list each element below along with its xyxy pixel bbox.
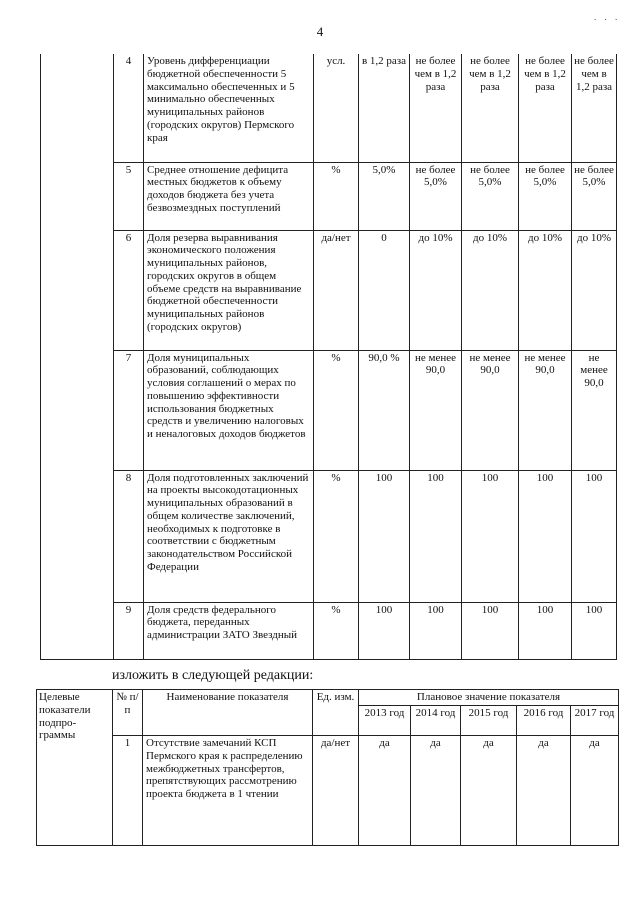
value-2014: не более 5,0% [462, 162, 519, 230]
value-2015: 100 [519, 602, 572, 659]
value-2013: не более 5,0% [410, 162, 462, 230]
row-number: 8 [114, 470, 144, 602]
indicator-name: Доля подготовленных заключений на проекты высокодотационных муниципальных образований в общем количестве заключений, необходимых к подготовке в соответствии с бюджетным законодательством Российской Федерации [144, 470, 314, 602]
value-2017: да [571, 736, 619, 846]
value-2013: 100 [410, 470, 462, 602]
unit-cell: да/нет [314, 230, 359, 350]
row-number: 9 [114, 602, 144, 659]
value-2015: не менее 90,0 [519, 350, 572, 470]
unit-cell: да/нет [313, 736, 359, 846]
table-row [41, 602, 617, 659]
row-number: 1 [113, 736, 143, 846]
table-row [37, 736, 619, 846]
table-row [41, 470, 617, 602]
indicator-name: Отсутствие замечаний КСП Пермского края к распределению межбюджетных трансфертов, препятствующих рассмотрению проекта бюджета в 1 чтении [143, 736, 313, 846]
value-2015: до 10% [519, 230, 572, 350]
indicator-name: Доля средств федерального бюджета, переданных администрации ЗАТО Звездный [144, 602, 314, 659]
base-value: в 1,2 раза [359, 54, 410, 162]
year-2013: 2013 год [359, 706, 411, 736]
unit-cell: % [314, 602, 359, 659]
base-value: 100 [359, 602, 410, 659]
value-2014: до 10% [462, 230, 519, 350]
name-header: Наименование показателя [143, 690, 313, 736]
value-2016: до 10% [572, 230, 617, 350]
intro-text: изложить в следующей редакции: [112, 668, 314, 683]
value-2014: не менее 90,0 [462, 350, 519, 470]
value-2015: не более чем в 1,2 раза [519, 54, 572, 162]
plan-header: Плановое значение показателя [359, 690, 619, 706]
value-2015: не более 5,0% [519, 162, 572, 230]
page-number: 4 [316, 24, 324, 39]
value-2013: 100 [410, 602, 462, 659]
indicator-name: Уровень дифференциации бюджетной обеспеченности 5 максимально обеспеченных и 5 минимально обеспеченных муниципальных районов (городских округов) Пермского края [144, 54, 314, 162]
targets-header: Целевые показатели подпро- граммы [37, 690, 113, 846]
value-2013: до 10% [410, 230, 462, 350]
year-2014: 2014 год [411, 706, 461, 736]
indicator-name: Доля резерва выравнивания экономического положения муниципальных районов, городских округов в общем объеме средств на выравнивание бюджетной обеспеченности муниципальных районов (городских округов) [144, 230, 314, 350]
base-value: 0 [359, 230, 410, 350]
year-2015: 2015 год [461, 706, 517, 736]
header-row [37, 690, 619, 706]
table-row [41, 162, 617, 230]
value-2015: да [461, 736, 517, 846]
targets-cell [41, 54, 114, 659]
value-2013: не менее 90,0 [410, 350, 462, 470]
row-number: 5 [114, 162, 144, 230]
value-2014: 100 [462, 470, 519, 602]
corner-mark: . . . [594, 12, 621, 22]
unit-header: Ед. изм. [313, 690, 359, 736]
indicator-name: Доля муниципальных образований, соблюдающих условия соглашений о мерах по повышению эффективности использования бюджетных средств и увеличению налоговых и неналоговых доходов бюджетов [144, 350, 314, 470]
indicator-name: Среднее отношение дефицита местных бюджетов к объему доходов бюджета без учета безвозмездных поступлений [144, 162, 314, 230]
base-value: 5,0% [359, 162, 410, 230]
year-2016: 2016 год [517, 706, 571, 736]
year-2017: 2017 год [571, 706, 619, 736]
base-value: 100 [359, 470, 410, 602]
row-number: 6 [114, 230, 144, 350]
unit-cell: % [314, 162, 359, 230]
unit-cell: % [314, 470, 359, 602]
row-number: 7 [114, 350, 144, 470]
value-2016: да [517, 736, 571, 846]
value-2014: 100 [462, 602, 519, 659]
unit-cell: % [314, 350, 359, 470]
value-2014: да [411, 736, 461, 846]
value-2016: 100 [572, 470, 617, 602]
value-2014: не более чем в 1,2 раза [462, 54, 519, 162]
value-2016: не менее 90,0 [572, 350, 617, 470]
base-value: 90,0 % [359, 350, 410, 470]
table-row [41, 54, 617, 162]
row-number: 4 [114, 54, 144, 162]
value-2016: не более 5,0% [572, 162, 617, 230]
value-2015: 100 [519, 470, 572, 602]
value-2016: 100 [572, 602, 617, 659]
table-row [41, 230, 617, 350]
indicators-table-new [36, 689, 619, 846]
value-2013: не более чем в 1,2 раза [410, 54, 462, 162]
indicators-table-continued [40, 54, 617, 660]
num-header: № п/п [113, 690, 143, 736]
table-row [41, 350, 617, 470]
value-2013: да [359, 736, 411, 846]
unit-cell: усл. [314, 54, 359, 162]
value-2016: не более чем в 1,2 раза [572, 54, 617, 162]
